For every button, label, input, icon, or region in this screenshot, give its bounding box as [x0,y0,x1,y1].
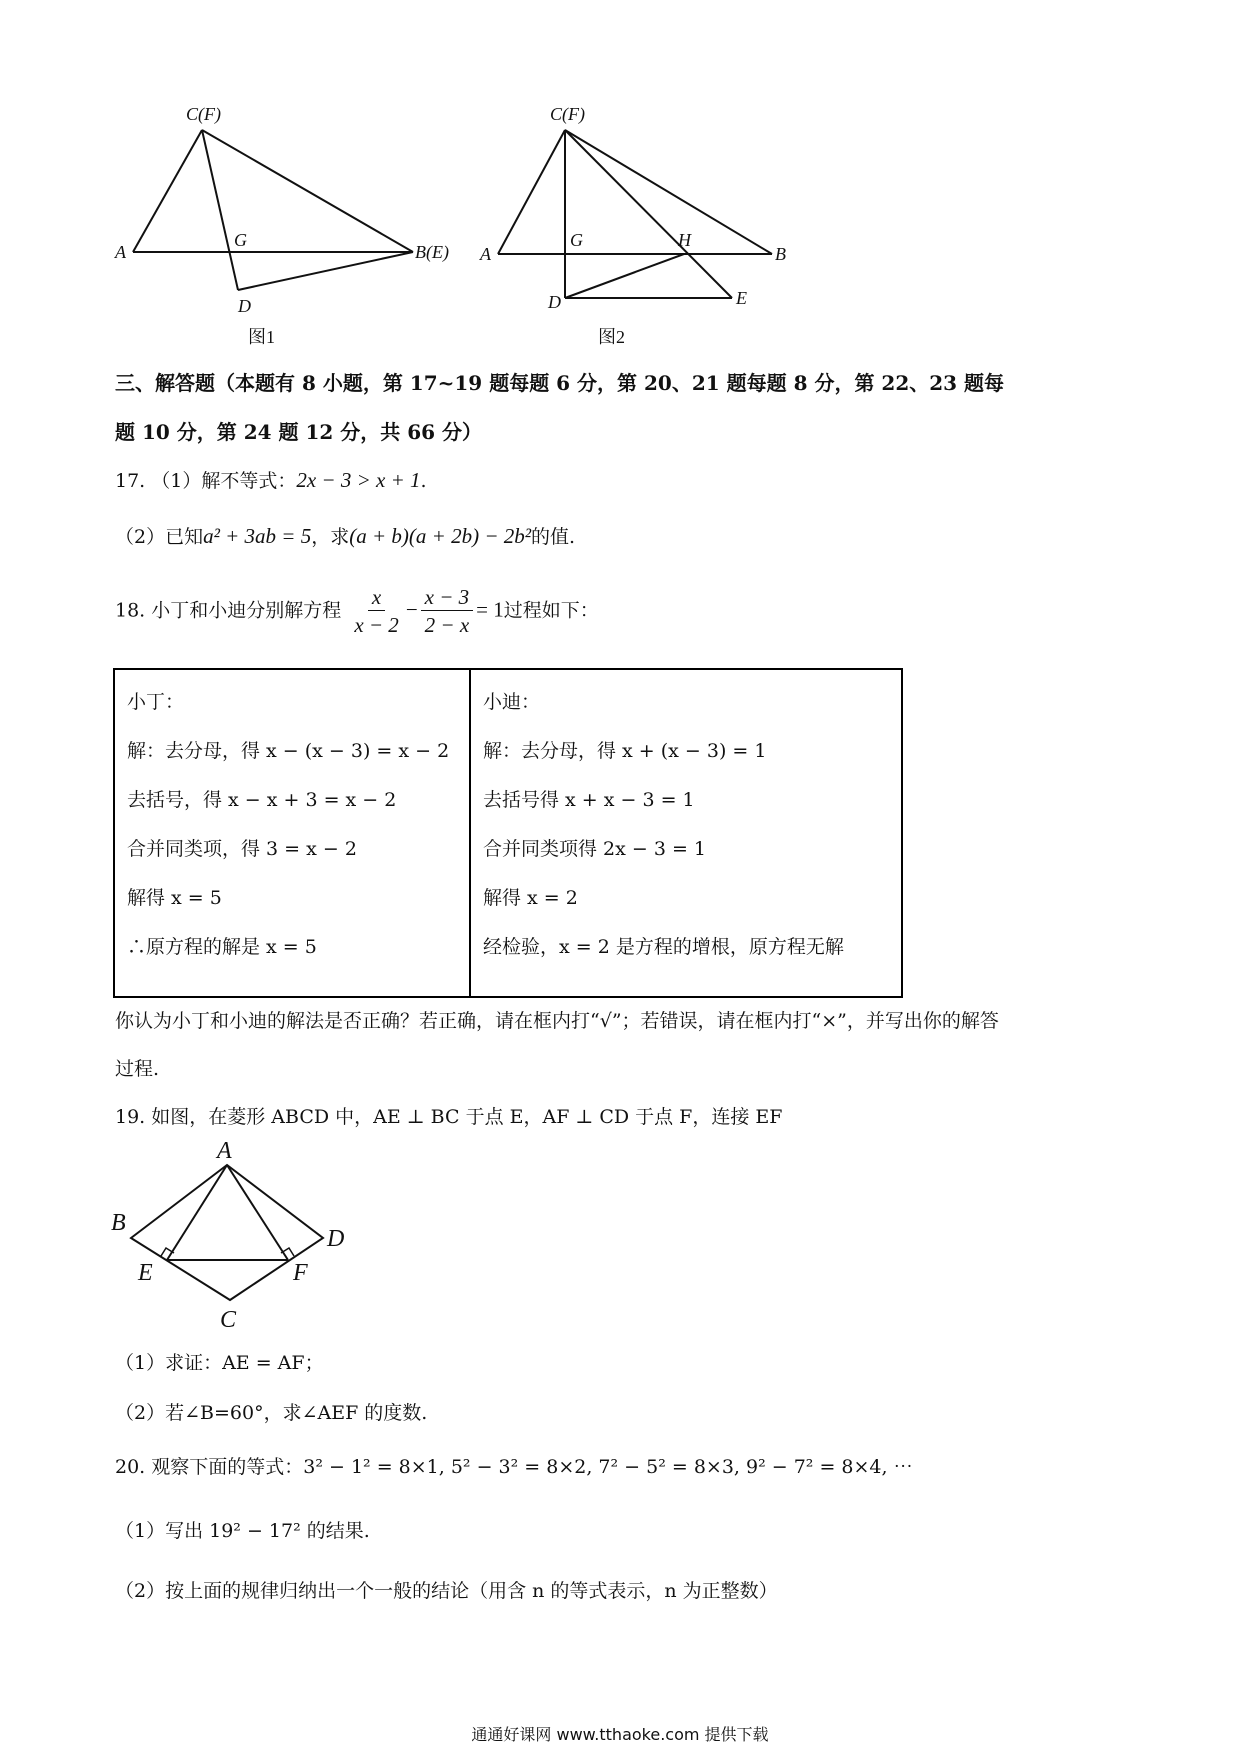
q18-right-column [470,669,902,997]
fig1-label-c: C(F) [186,104,221,124]
q17-part2-prefix: （2）已知 [115,526,204,548]
q17-part2-math1: a² + 3ab = 5 [203,524,312,548]
q20-part2: （2）按上面的规律归纳出一个一般的结论（用含 n 的等式表示，n 为正整数） [115,1580,778,1602]
fig2-label-e: E [736,288,747,308]
q18-right-line-5: 经检验，x = 2 是方程的增根，原方程无解 [483,936,844,958]
q18-eq: = 1 [476,597,504,622]
q19-label-c: C [220,1307,237,1333]
q20-stem: 20. 观察下面的等式：3² − 1² = 8×1, 5² − 3² = 8×2, 7² − 5² = 8×3, 9² − 7² = 8×4, ⋯ [115,1456,913,1478]
fig2-label-c: C(F) [550,104,585,124]
q18-solution-table [113,668,903,998]
q19-part2: （2）若∠B=60°，求∠AEF 的度数. [115,1402,428,1424]
q18-right-line-4: 解得 x = 2 [483,887,578,909]
fig1-caption: 图1 [248,327,275,347]
q18-left-line-1: 解：去分母，得 x − (x − 3) = x − 2 [127,740,450,762]
q18-right-line-3: 合并同类项得 2x − 3 = 1 [483,838,707,860]
q18-frac1-num: x [368,584,385,611]
q19-label-a: A [217,1138,232,1164]
fig1-label-b: B(E) [415,242,449,262]
section-heading-line2: 题 10 分，第 24 题 12 分，共 66 分） [115,420,483,444]
q18-stem [115,584,599,639]
q19-label-e: E [138,1260,153,1286]
q18-left-line-4: 解得 x = 5 [127,887,222,909]
q17-part1-suffix: . [420,470,427,492]
q17-part2-math2: (a + b)(a + 2b) − 2b² [349,524,532,548]
q18-left-line-2: 去括号，得 x − x + 3 = x − 2 [127,789,397,811]
page-footer: 通通好课网 www.tthaoke.com 提供下载 [471,1725,769,1744]
q18-right-line-1: 解：去分母，得 x + (x − 3) = 1 [483,740,767,762]
fig1-label-a: A [115,242,126,262]
q18-after-line1: 你认为小丁和小迪的解法是否正确？若正确，请在框内打“√”；若错误，请在框内打“×”，并写出你的解答 [115,1010,999,1032]
q17-part1-math: 2x − 3 > x + 1 [296,468,421,492]
q19-rhombus-figure [105,1140,375,1344]
q20-part1: （1）写出 19² − 17² 的结果. [115,1520,370,1542]
q17-part1-prefix: 17. （1）解不等式： [115,470,297,492]
fig1-label-g: G [234,230,247,250]
q18-frac2-den: 2 − x [424,613,470,637]
q19-label-d: D [327,1226,345,1252]
q18-fraction-1 [350,584,403,639]
figure-2 [470,100,810,354]
fig2-label-d: D [548,292,561,312]
q18-frac2-num: x − 3 [421,584,474,611]
q18-left-line-0: 小丁： [127,691,185,713]
q19-part1: （1）求证：AE = AF； [115,1352,324,1374]
q17-part2 [115,522,575,549]
q18-after-line2: 过程. [115,1058,160,1080]
q18-right-line-0: 小迪： [483,691,541,713]
section-heading-line1: 三、解答题（本题有 8 小题，第 17~19 题每题 6 分，第 20、21 题每题 8 分，第 22、23 题每 [115,371,1005,395]
q18-fraction-2 [421,584,474,639]
q19-stem: 19. 如图，在菱形 ABCD 中，AE ⊥ BC 于点 E，AF ⊥ CD 于点 F，连接 EF [115,1106,783,1128]
q19-label-f: F [293,1260,308,1286]
fig2-caption: 图2 [598,327,625,347]
q18-left-line-3: 合并同类项，得 3 = x − 2 [127,838,357,860]
q18-left-column [114,669,470,997]
q17-part2-suffix: 的值. [531,526,576,548]
q18-minus: − [405,597,418,622]
q18-prefix: 18. 小丁和小迪分别解方程 [115,599,342,622]
q18-suffix: 过程如下： [503,599,599,622]
fig2-label-h: H [678,230,691,250]
fig1-label-d: D [238,296,251,316]
q18-left-line-5: ∴原方程的解是 x = 5 [127,936,317,958]
fig2-label-b: B [775,244,786,264]
q17-part1 [115,466,427,493]
fig2-label-g: G [570,230,583,250]
fig2-label-a: A [480,244,491,264]
q17-part2-mid: ，求 [311,526,350,548]
q19-label-b: B [111,1210,126,1236]
q18-right-line-2: 去括号得 x + x − 3 = 1 [483,789,695,811]
q18-frac1-den: x − 2 [354,613,399,637]
figure-1 [110,100,449,354]
